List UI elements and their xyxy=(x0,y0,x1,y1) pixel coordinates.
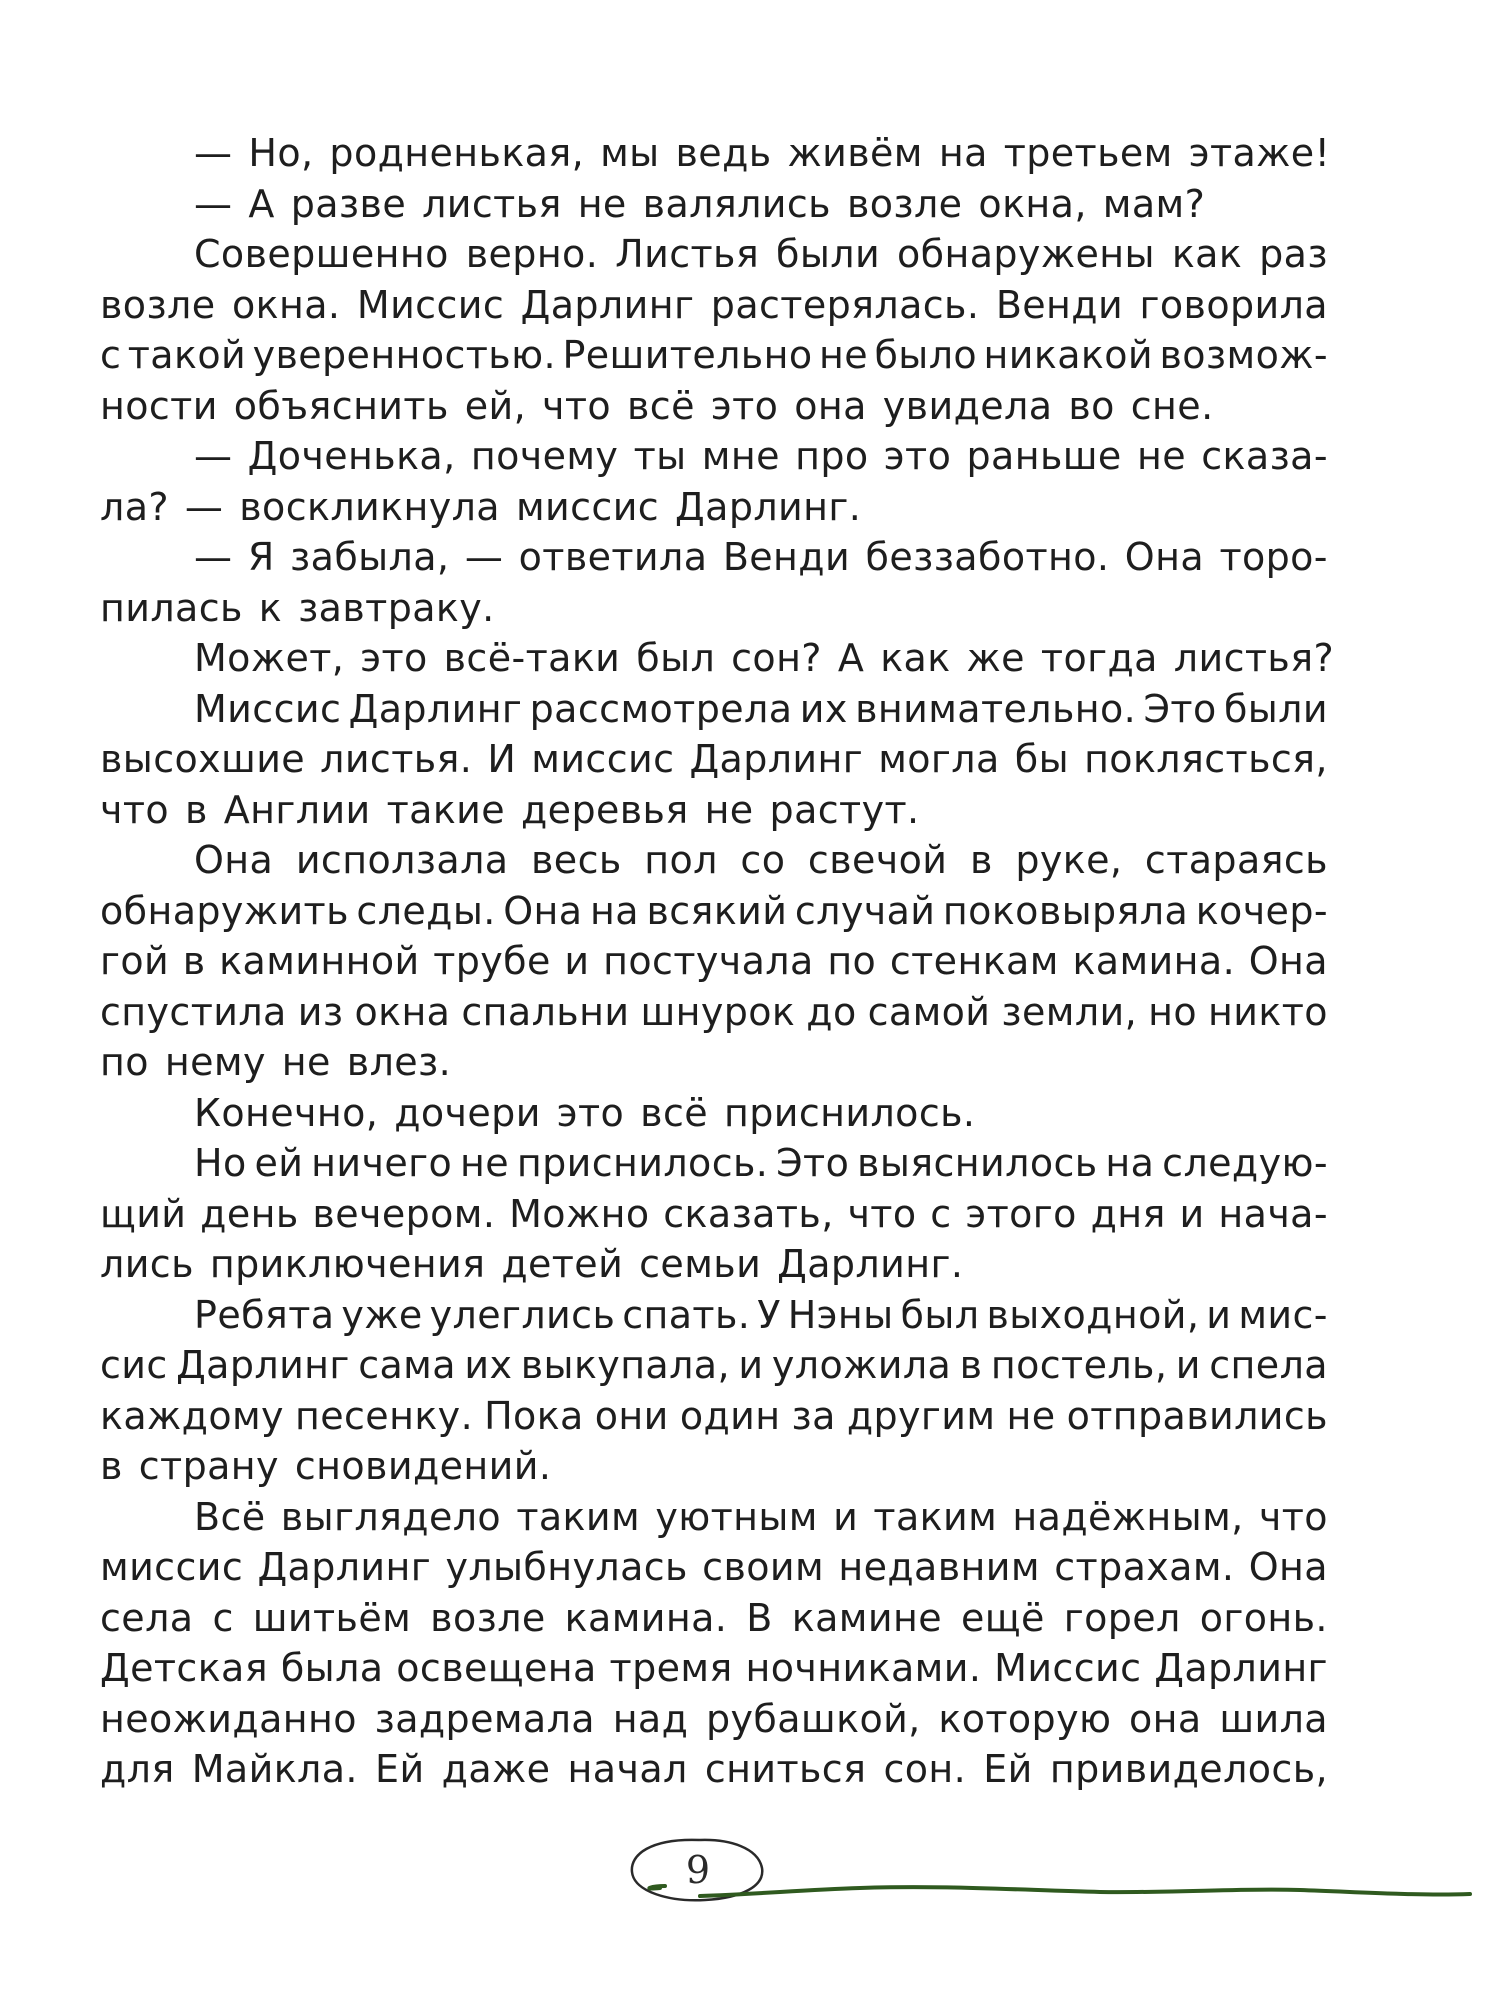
word: начал xyxy=(567,1747,688,1791)
word: спела xyxy=(1209,1343,1328,1387)
word: Дарлинг xyxy=(176,1343,350,1387)
word: привиделось, xyxy=(1049,1747,1328,1791)
word: исползала xyxy=(295,838,509,882)
word: Пока xyxy=(484,1393,584,1438)
word: разве xyxy=(290,181,407,226)
word: — xyxy=(194,434,233,478)
word: В xyxy=(746,1595,773,1640)
word: Можно xyxy=(509,1191,650,1236)
word: Это xyxy=(776,1141,850,1185)
word: Ей xyxy=(983,1747,1033,1791)
word: воскликнула xyxy=(239,484,500,529)
word: следы. xyxy=(356,888,496,933)
word: шитьём xyxy=(252,1595,412,1640)
word: спальни xyxy=(461,989,630,1034)
word: валялись xyxy=(642,181,831,226)
word: А xyxy=(837,636,865,680)
word: не xyxy=(704,787,754,832)
word: поковыряла xyxy=(942,888,1189,933)
word: приснилось. xyxy=(724,1090,976,1135)
word: их xyxy=(464,1343,513,1387)
word: Конечно, xyxy=(194,1090,379,1135)
word: всё-таки xyxy=(443,636,621,680)
word: огонь. xyxy=(1199,1595,1328,1640)
word: — xyxy=(194,535,233,579)
word: выкупала, xyxy=(520,1343,730,1387)
word: страну xyxy=(138,1444,279,1488)
word: что xyxy=(1258,1494,1328,1539)
word: и xyxy=(738,1343,764,1387)
word: — xyxy=(464,535,504,579)
word: надёжным, xyxy=(1012,1494,1244,1539)
word: их xyxy=(799,686,848,731)
word: на xyxy=(938,131,988,175)
word: влез. xyxy=(346,1040,452,1084)
text-line xyxy=(100,936,1328,987)
word: выходной, xyxy=(986,1292,1200,1337)
word: почему xyxy=(470,434,619,478)
word: один xyxy=(679,1393,781,1438)
text-line xyxy=(100,1290,1328,1341)
word: торо- xyxy=(1219,535,1328,579)
word: Венди xyxy=(722,535,851,579)
word: гой xyxy=(100,939,170,983)
word: за xyxy=(791,1393,836,1438)
word: всё xyxy=(627,383,695,428)
word: кочер- xyxy=(1195,888,1328,933)
word: миссис xyxy=(531,737,675,781)
word: Она xyxy=(1124,535,1205,579)
word: — xyxy=(194,181,233,226)
word: Миссис xyxy=(194,686,342,731)
word: стенкам xyxy=(889,939,1059,983)
word: в xyxy=(969,838,993,882)
word: уютным xyxy=(655,1494,818,1539)
page-footer xyxy=(0,1810,1506,1920)
text-line xyxy=(100,1239,1328,1290)
text-line xyxy=(100,1492,1328,1543)
word: это xyxy=(556,1090,625,1135)
word: возле xyxy=(430,1595,546,1640)
word: лись xyxy=(100,1242,194,1286)
word: как xyxy=(880,636,951,680)
word: Венди xyxy=(995,282,1124,327)
word: обнаружить xyxy=(100,888,349,933)
word: Ребята xyxy=(194,1292,335,1337)
word: уже xyxy=(341,1292,423,1337)
word: сниться xyxy=(704,1747,867,1791)
text-line xyxy=(100,583,1328,634)
word: листья. xyxy=(320,737,473,781)
word: которую xyxy=(938,1696,1112,1741)
word: каминной xyxy=(219,939,420,983)
word: стараясь xyxy=(1144,838,1328,882)
word: они xyxy=(594,1393,669,1438)
word: свечой xyxy=(807,838,948,882)
word: камина. xyxy=(1072,939,1236,983)
text-line xyxy=(100,330,1328,381)
word: Листья xyxy=(615,232,760,276)
word: возле xyxy=(846,181,963,226)
word: села xyxy=(100,1595,194,1640)
word: ночниками. xyxy=(745,1646,982,1690)
text-line xyxy=(100,1189,1328,1240)
text-line xyxy=(100,1391,1328,1442)
text-line xyxy=(100,179,1328,230)
word: страхам. xyxy=(1054,1545,1235,1589)
text-line xyxy=(100,785,1328,836)
word: и xyxy=(1206,1292,1232,1337)
text-line xyxy=(100,1593,1328,1644)
word: Я xyxy=(247,535,275,579)
word: песенку. xyxy=(294,1393,474,1438)
word: беззаботно. xyxy=(865,535,1110,579)
word: в xyxy=(100,1444,123,1488)
word: уверенностью. xyxy=(252,333,556,377)
text-line xyxy=(100,1138,1328,1189)
word: Решительно xyxy=(562,333,813,377)
word: Нэны xyxy=(787,1292,894,1337)
text-line xyxy=(100,886,1328,937)
word: сон. xyxy=(883,1747,967,1791)
word: сон? xyxy=(731,636,822,680)
word: всякий xyxy=(646,888,788,933)
word: сказа- xyxy=(1201,434,1328,478)
text-line xyxy=(100,1441,1328,1492)
word: по xyxy=(827,939,877,983)
word: окна. xyxy=(232,282,341,327)
word: трубе xyxy=(433,939,551,983)
word: над xyxy=(612,1696,689,1741)
word: со xyxy=(740,838,786,882)
word: для xyxy=(100,1747,175,1791)
word: недавним xyxy=(838,1545,1040,1589)
word: раз xyxy=(1259,232,1328,276)
word: ты xyxy=(633,434,687,478)
word: Она xyxy=(194,838,274,882)
word: деревья xyxy=(521,787,689,832)
word: окна xyxy=(354,989,451,1034)
word: говорила xyxy=(1139,282,1328,327)
word: Она xyxy=(1248,1545,1328,1589)
word: рубашкой, xyxy=(705,1696,921,1741)
word: спустила xyxy=(100,989,287,1034)
word: из xyxy=(297,989,344,1034)
word: уложила xyxy=(771,1343,952,1387)
word: внимательно. xyxy=(855,686,1137,731)
word: Ей xyxy=(375,1747,425,1791)
word: камина. xyxy=(564,1595,728,1640)
word: щий xyxy=(100,1191,187,1236)
word: каждому xyxy=(100,1393,284,1438)
word: в xyxy=(185,787,208,832)
text-line xyxy=(100,1088,1328,1139)
word: листья xyxy=(422,181,562,226)
word: тремя xyxy=(609,1646,733,1690)
word: сказать, xyxy=(663,1191,834,1236)
word: выглядело xyxy=(280,1494,502,1539)
word: Англии xyxy=(223,787,371,832)
word: ей xyxy=(254,1141,304,1185)
word: с xyxy=(100,333,122,377)
word: весь xyxy=(531,838,622,882)
word: не xyxy=(1136,434,1186,478)
text-line xyxy=(100,1643,1328,1694)
text-line xyxy=(100,633,1335,684)
text-line xyxy=(100,734,1328,785)
word: была xyxy=(280,1646,384,1690)
text-line xyxy=(100,1542,1328,1593)
word: и xyxy=(833,1494,859,1539)
word: мам? xyxy=(1102,181,1206,226)
text-line xyxy=(100,1340,1328,1391)
word: это xyxy=(710,383,779,428)
word: Совершенно xyxy=(194,232,449,276)
word: пилась xyxy=(100,585,243,630)
text-line xyxy=(100,229,1328,280)
word: с xyxy=(930,1191,952,1236)
word: по xyxy=(100,1040,149,1084)
word: живём xyxy=(787,131,923,175)
word: никто xyxy=(1208,989,1328,1034)
word: своим xyxy=(702,1545,825,1589)
word: мы xyxy=(600,131,660,175)
word: в xyxy=(182,939,206,983)
word: приключения xyxy=(209,1242,486,1286)
word: в xyxy=(959,1343,983,1387)
text-line xyxy=(100,1694,1328,1745)
word: Дарлинг xyxy=(520,282,695,327)
word: что xyxy=(100,787,170,832)
word: Но, xyxy=(248,131,314,175)
word: до xyxy=(806,989,857,1034)
text-line xyxy=(100,128,1331,179)
word: верно. xyxy=(465,232,599,276)
word: окна, xyxy=(978,181,1087,226)
word: ности xyxy=(100,383,218,428)
word: постучала xyxy=(603,939,814,983)
word: ничего xyxy=(311,1141,453,1185)
word: шнурок xyxy=(640,989,796,1034)
word: не xyxy=(281,1040,331,1084)
text-line xyxy=(100,381,1328,432)
word: улеглись xyxy=(429,1292,616,1337)
word: дочери xyxy=(394,1090,541,1135)
word: Дарлинг. xyxy=(777,1242,964,1286)
word: Детская xyxy=(100,1646,268,1690)
word: родненькая, xyxy=(329,131,585,175)
word: Но xyxy=(194,1141,247,1185)
word: такие xyxy=(386,787,506,832)
word: случай xyxy=(794,888,936,933)
word: неожиданно xyxy=(100,1696,357,1741)
word: во xyxy=(1068,383,1115,428)
word: забыла, xyxy=(290,535,450,579)
word: поклясться, xyxy=(1084,737,1328,781)
word: никакой xyxy=(983,333,1153,377)
word: таким xyxy=(516,1494,641,1539)
word: ла? xyxy=(100,484,169,529)
word: третьем xyxy=(1003,131,1173,175)
word: горел xyxy=(1063,1595,1181,1640)
word: рассмотрела xyxy=(529,686,793,731)
text-line xyxy=(100,835,1328,886)
word: завтраку. xyxy=(298,585,495,630)
word: ответила xyxy=(518,535,708,579)
word: могла xyxy=(878,737,1000,781)
word: выяснилось xyxy=(857,1141,1098,1185)
word: высохшие xyxy=(100,737,306,781)
word: следую- xyxy=(1162,1141,1328,1185)
word: шила xyxy=(1219,1696,1328,1741)
word: приснилось. xyxy=(516,1141,769,1185)
footer-wave-line xyxy=(649,1886,1470,1896)
page-text xyxy=(100,128,1335,1795)
word: объяснить xyxy=(233,383,449,428)
word: на xyxy=(590,888,639,933)
text-line xyxy=(100,431,1328,482)
word: даже xyxy=(441,1747,551,1791)
word: были xyxy=(1223,686,1328,731)
word: Дарлинг xyxy=(257,1545,432,1589)
word: было xyxy=(874,333,978,377)
word: не xyxy=(1006,1393,1056,1438)
word: Может, xyxy=(194,636,345,680)
word: всё xyxy=(640,1090,709,1135)
word: нему xyxy=(164,1040,266,1084)
word: Она xyxy=(503,888,583,933)
word: улыбнулась xyxy=(445,1545,688,1589)
word: Она xyxy=(1248,939,1328,983)
word: и xyxy=(564,939,590,983)
page-number: 9 xyxy=(685,1848,711,1892)
word: это xyxy=(360,636,428,680)
word: другим xyxy=(846,1393,996,1438)
word: что xyxy=(542,383,612,428)
word: ещё xyxy=(960,1595,1045,1640)
word: растут. xyxy=(769,787,920,832)
word: это xyxy=(883,434,952,478)
word: руке, xyxy=(1015,838,1123,882)
word: сновидений. xyxy=(294,1444,552,1488)
word: отправились xyxy=(1066,1393,1328,1438)
word: были xyxy=(776,232,881,276)
word: семьи xyxy=(639,1242,762,1286)
word: освещена xyxy=(396,1646,597,1690)
word: возле xyxy=(100,282,216,327)
word: к xyxy=(258,585,283,630)
word: что xyxy=(847,1191,917,1236)
word: такой xyxy=(127,333,247,377)
word: ведь xyxy=(675,131,772,175)
word: возмож- xyxy=(1159,333,1328,377)
word: же xyxy=(966,636,1025,680)
text-line xyxy=(100,532,1328,583)
footer-decoration xyxy=(0,1810,1506,1920)
word: и xyxy=(1175,1343,1201,1387)
word: дня xyxy=(1090,1191,1166,1236)
word: на xyxy=(1105,1141,1155,1185)
word: А xyxy=(248,181,275,226)
word: увидела xyxy=(882,383,1053,428)
text-line xyxy=(100,482,1328,533)
text-line xyxy=(100,1037,1328,1088)
word: был xyxy=(900,1292,980,1337)
word: миссис xyxy=(515,484,660,529)
word: Майкла. xyxy=(191,1747,358,1791)
word: самой xyxy=(867,989,991,1034)
word: задремала xyxy=(374,1696,595,1741)
word: Дарлинг xyxy=(1154,1646,1328,1690)
word: Миссис xyxy=(994,1646,1142,1690)
word: она xyxy=(1129,1696,1202,1741)
word: Дарлинг xyxy=(689,737,864,781)
word: сама xyxy=(358,1343,456,1387)
word: листья? xyxy=(1173,636,1335,680)
word: но xyxy=(1148,989,1198,1034)
text-line xyxy=(100,987,1328,1038)
word: мне xyxy=(701,434,780,478)
word: с xyxy=(212,1595,234,1640)
word: растерялась. xyxy=(710,282,980,327)
word: и xyxy=(1179,1191,1205,1236)
word: камине xyxy=(791,1595,942,1640)
word: бы xyxy=(1014,737,1069,781)
word: не xyxy=(577,181,627,226)
word: этаже! xyxy=(1188,131,1331,175)
word: Доченька, xyxy=(247,434,456,478)
word: У xyxy=(757,1292,781,1337)
text-line xyxy=(100,280,1328,331)
word: земли, xyxy=(1001,989,1138,1034)
text-line xyxy=(100,1744,1328,1795)
word: она xyxy=(794,383,867,428)
word: тогда xyxy=(1040,636,1158,680)
word: спать. xyxy=(622,1292,751,1337)
word: этого xyxy=(965,1191,1077,1236)
word: день xyxy=(200,1191,299,1236)
word: Это xyxy=(1143,686,1217,731)
word: мис- xyxy=(1238,1292,1328,1337)
word: обнаружены xyxy=(897,232,1155,276)
word: не xyxy=(460,1141,510,1185)
word: как xyxy=(1171,232,1243,276)
word: Дарлинг xyxy=(348,686,523,731)
word: таким xyxy=(873,1494,998,1539)
word: — xyxy=(194,131,233,175)
word: пол xyxy=(644,838,718,882)
word: про xyxy=(795,434,869,478)
word: — xyxy=(184,484,224,529)
word: не xyxy=(818,333,868,377)
word: был xyxy=(636,636,716,680)
text-line xyxy=(100,684,1328,735)
word: раньше xyxy=(966,434,1122,478)
word: миссис xyxy=(100,1545,244,1589)
word: Миссис xyxy=(356,282,505,327)
word: ей, xyxy=(464,383,527,428)
word: сне. xyxy=(1130,383,1214,428)
word: нача- xyxy=(1218,1191,1328,1236)
word: И xyxy=(487,737,517,781)
word: Дарлинг. xyxy=(675,484,862,529)
word: постель, xyxy=(990,1343,1168,1387)
word: Всё xyxy=(194,1494,266,1539)
word: вечером. xyxy=(312,1191,496,1236)
word: детей xyxy=(501,1242,624,1286)
word: сис xyxy=(100,1343,168,1387)
